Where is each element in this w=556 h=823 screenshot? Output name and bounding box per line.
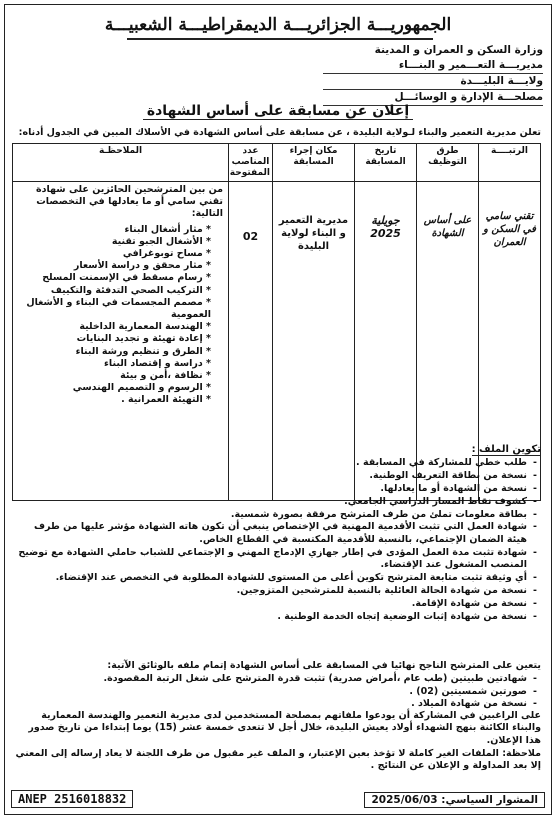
list-item: * الهندسة المعمارية الداخلية — [15, 321, 211, 333]
additional-notes — [15, 660, 541, 774]
list-item: - طلب خطي للمشاركة في المسابقة . — [15, 457, 527, 469]
list-item: * التهيئة العمرانية . — [15, 394, 211, 406]
table-row — [13, 182, 541, 501]
table-header-row — [13, 144, 541, 182]
cell-count: 02 — [229, 182, 273, 501]
wilaya-line: ولايـــة البليـــدة — [323, 74, 543, 90]
header-date: تاريخ المسابقة — [355, 144, 417, 182]
directorate-line: مديريـــة التعـــمير و البنـــاء — [323, 58, 543, 74]
header-method: طرق التوظيف — [417, 144, 479, 182]
administration-block — [323, 43, 543, 106]
heading-underline — [127, 38, 433, 40]
list-item: * الطرق و تنظيم ورشة البناء — [15, 346, 211, 358]
header-rank: الرتبــــة — [479, 144, 541, 182]
announcement-title: إعلان عن مسابقة على أساس الشهادة — [5, 103, 551, 119]
footer — [11, 788, 545, 808]
cell-rank: تقني سامي في السكن و العمران — [479, 182, 541, 501]
list-item: - نسخة من بطاقة التعريف الوطنية. — [15, 470, 527, 482]
list-item: - شهادتين طبيتين (طب عام ،أمراض صدرية) تثبت قدرة المترشح على شغل الرتبة المقصودة. — [15, 673, 527, 685]
list-item: * الأشغال الجبو تقنية — [15, 236, 211, 248]
positions-table — [12, 143, 541, 501]
header-count: عدد المناصب المفتوحة — [229, 144, 273, 182]
specialties-list — [15, 224, 223, 407]
list-item: - نسخة من شهادة الميلاد . — [15, 698, 527, 710]
list-item: - نسخة من الشهادة أو ما يعادلها. — [15, 483, 527, 495]
list-item: * مثار أشغال البناء — [15, 224, 211, 236]
remark-paragraph: ملاحظة: الملفات الغير كاملة لا تؤخذ بعين الإعتبار، و الملف غير مقبول من طرف اللجنة لا يعاد إرساله إلى المعني إلا بعد المداولة و الإعلان عن النتائج . — [15, 748, 541, 772]
list-item: * التركيب الصحي التدفئة والتكييف — [15, 285, 211, 297]
list-item: * إعادة تهيئة و تجديد البنايات — [15, 333, 211, 345]
anep-reference: ANEP 2516018832 — [11, 790, 133, 808]
list-item: * مثار محقق و دراسة الأسعار — [15, 260, 211, 272]
deadline-paragraph: على الراغبين في المشاركة أن يودعوا ملفاتهم بمصلحة المستخدمين لدى مديرية التعمير والهندسة المعمارية والبناء الكائنة بنهج الشهداء أولاد يعيش البليدة، خلال أجل لا تتعدى خمسة عشر (15) يوما إبتداءا من تاريخ صدور هذا الإعلان. — [28, 710, 541, 746]
list-item: * نظافة ،أمن و بيئة — [15, 370, 211, 382]
service-line: مصلحـــة الإدارة و الوسائـــل — [323, 90, 543, 106]
header-place: مكان إجراء المسابقة — [273, 144, 355, 182]
list-item: * الرسوم و التصميم الهندسي — [15, 382, 211, 394]
publication-info: المشوار السياسي: 2025/06/03 — [364, 792, 545, 808]
list-item: * دراسة و إقتصاد البناء — [15, 358, 211, 370]
list-item: * رسام مسقط في الإسمنت المسلح — [15, 272, 211, 284]
list-item: - نسخة من شهادة الإقامة. — [15, 598, 527, 610]
list-item: - نسخة من شهادة إثبات الوضعية إتجاه الخدمة الوطنية . — [15, 611, 527, 623]
required-documents-list — [15, 457, 541, 623]
announcement-page — [4, 4, 552, 815]
ministry-line: وزارة السكن و العمران و المدينة — [374, 44, 543, 56]
list-item: - شهادة تثبت مدة العمل المؤدى في إطار جهازي الإدماج المهني و الإجتماعي للشباب حاملي الشهادة مع توضيح المنصب المشغول عند الإقتضاء. — [15, 547, 527, 572]
list-item: - نسخة من شهادة الحالة العائلية بالنسبة للمترشحين المتزوجين. — [15, 585, 527, 597]
list-item: - كشوف نقاط المسار الدراسي الجامعي. — [15, 496, 527, 508]
list-item: * مساح توبوغرافي — [15, 248, 211, 260]
list-item: - شهادة العمل التي تثبت الأقدمية المهنية في الإختصاص ينبغي أن تكون هاته الشهادة مؤشر عليها من طرف هيئة الضمان الإجتماعي، بالنسبة للأقدمية المكتسبة في القطاع الخاص. — [15, 521, 527, 546]
cell-notes — [13, 182, 229, 501]
successful-candidate-intro: يتعين على المترشح الناجح نهائيا في المسابقة على أساس الشهادة إتمام ملفه بالوثائق الآتية: — [107, 660, 541, 671]
file-composition-title: تكوين الملف : — [471, 444, 541, 455]
notes-intro: من بين المترشحين الحائزين على شهادة تقني سامي أو ما يعادلها في التخصصات التالية: — [35, 184, 223, 220]
announcement-intro: تعلن مديرية التعمير والبناء لـولاية البليدة ، عن مسابقة على أساس الشهادة في الأسلاك المبين في الجدول أدناه: — [18, 127, 541, 138]
cell-method: على أساس الشهادة — [417, 182, 479, 501]
successful-documents-list — [15, 673, 541, 710]
cell-date: جويلية 2025 — [355, 182, 417, 501]
list-item: - صورتين شمسيتين (02) . — [15, 686, 527, 698]
cell-place: مديرية التعمير و البناء لولاية البليدة — [273, 182, 355, 501]
republic-heading: الجمهوريـــة الجزائريـــة الديمقراطيـــة الشعبيـــة — [104, 15, 452, 35]
list-item: - أي وثيقة تثبت متابعة المترشح تكوين أعلى من المستوى للشهادة المطلوبة في التخصص عند الإقتضاء. — [15, 572, 527, 584]
header-notes: الملاحظـة — [13, 144, 229, 182]
list-item: - بطاقة معلومات تملئ من طرف المترشح مرفقة بصورة شمسية. — [15, 509, 527, 521]
list-item: * مصمم المجسمات في البناء و الأشغال العمومية — [15, 297, 211, 321]
